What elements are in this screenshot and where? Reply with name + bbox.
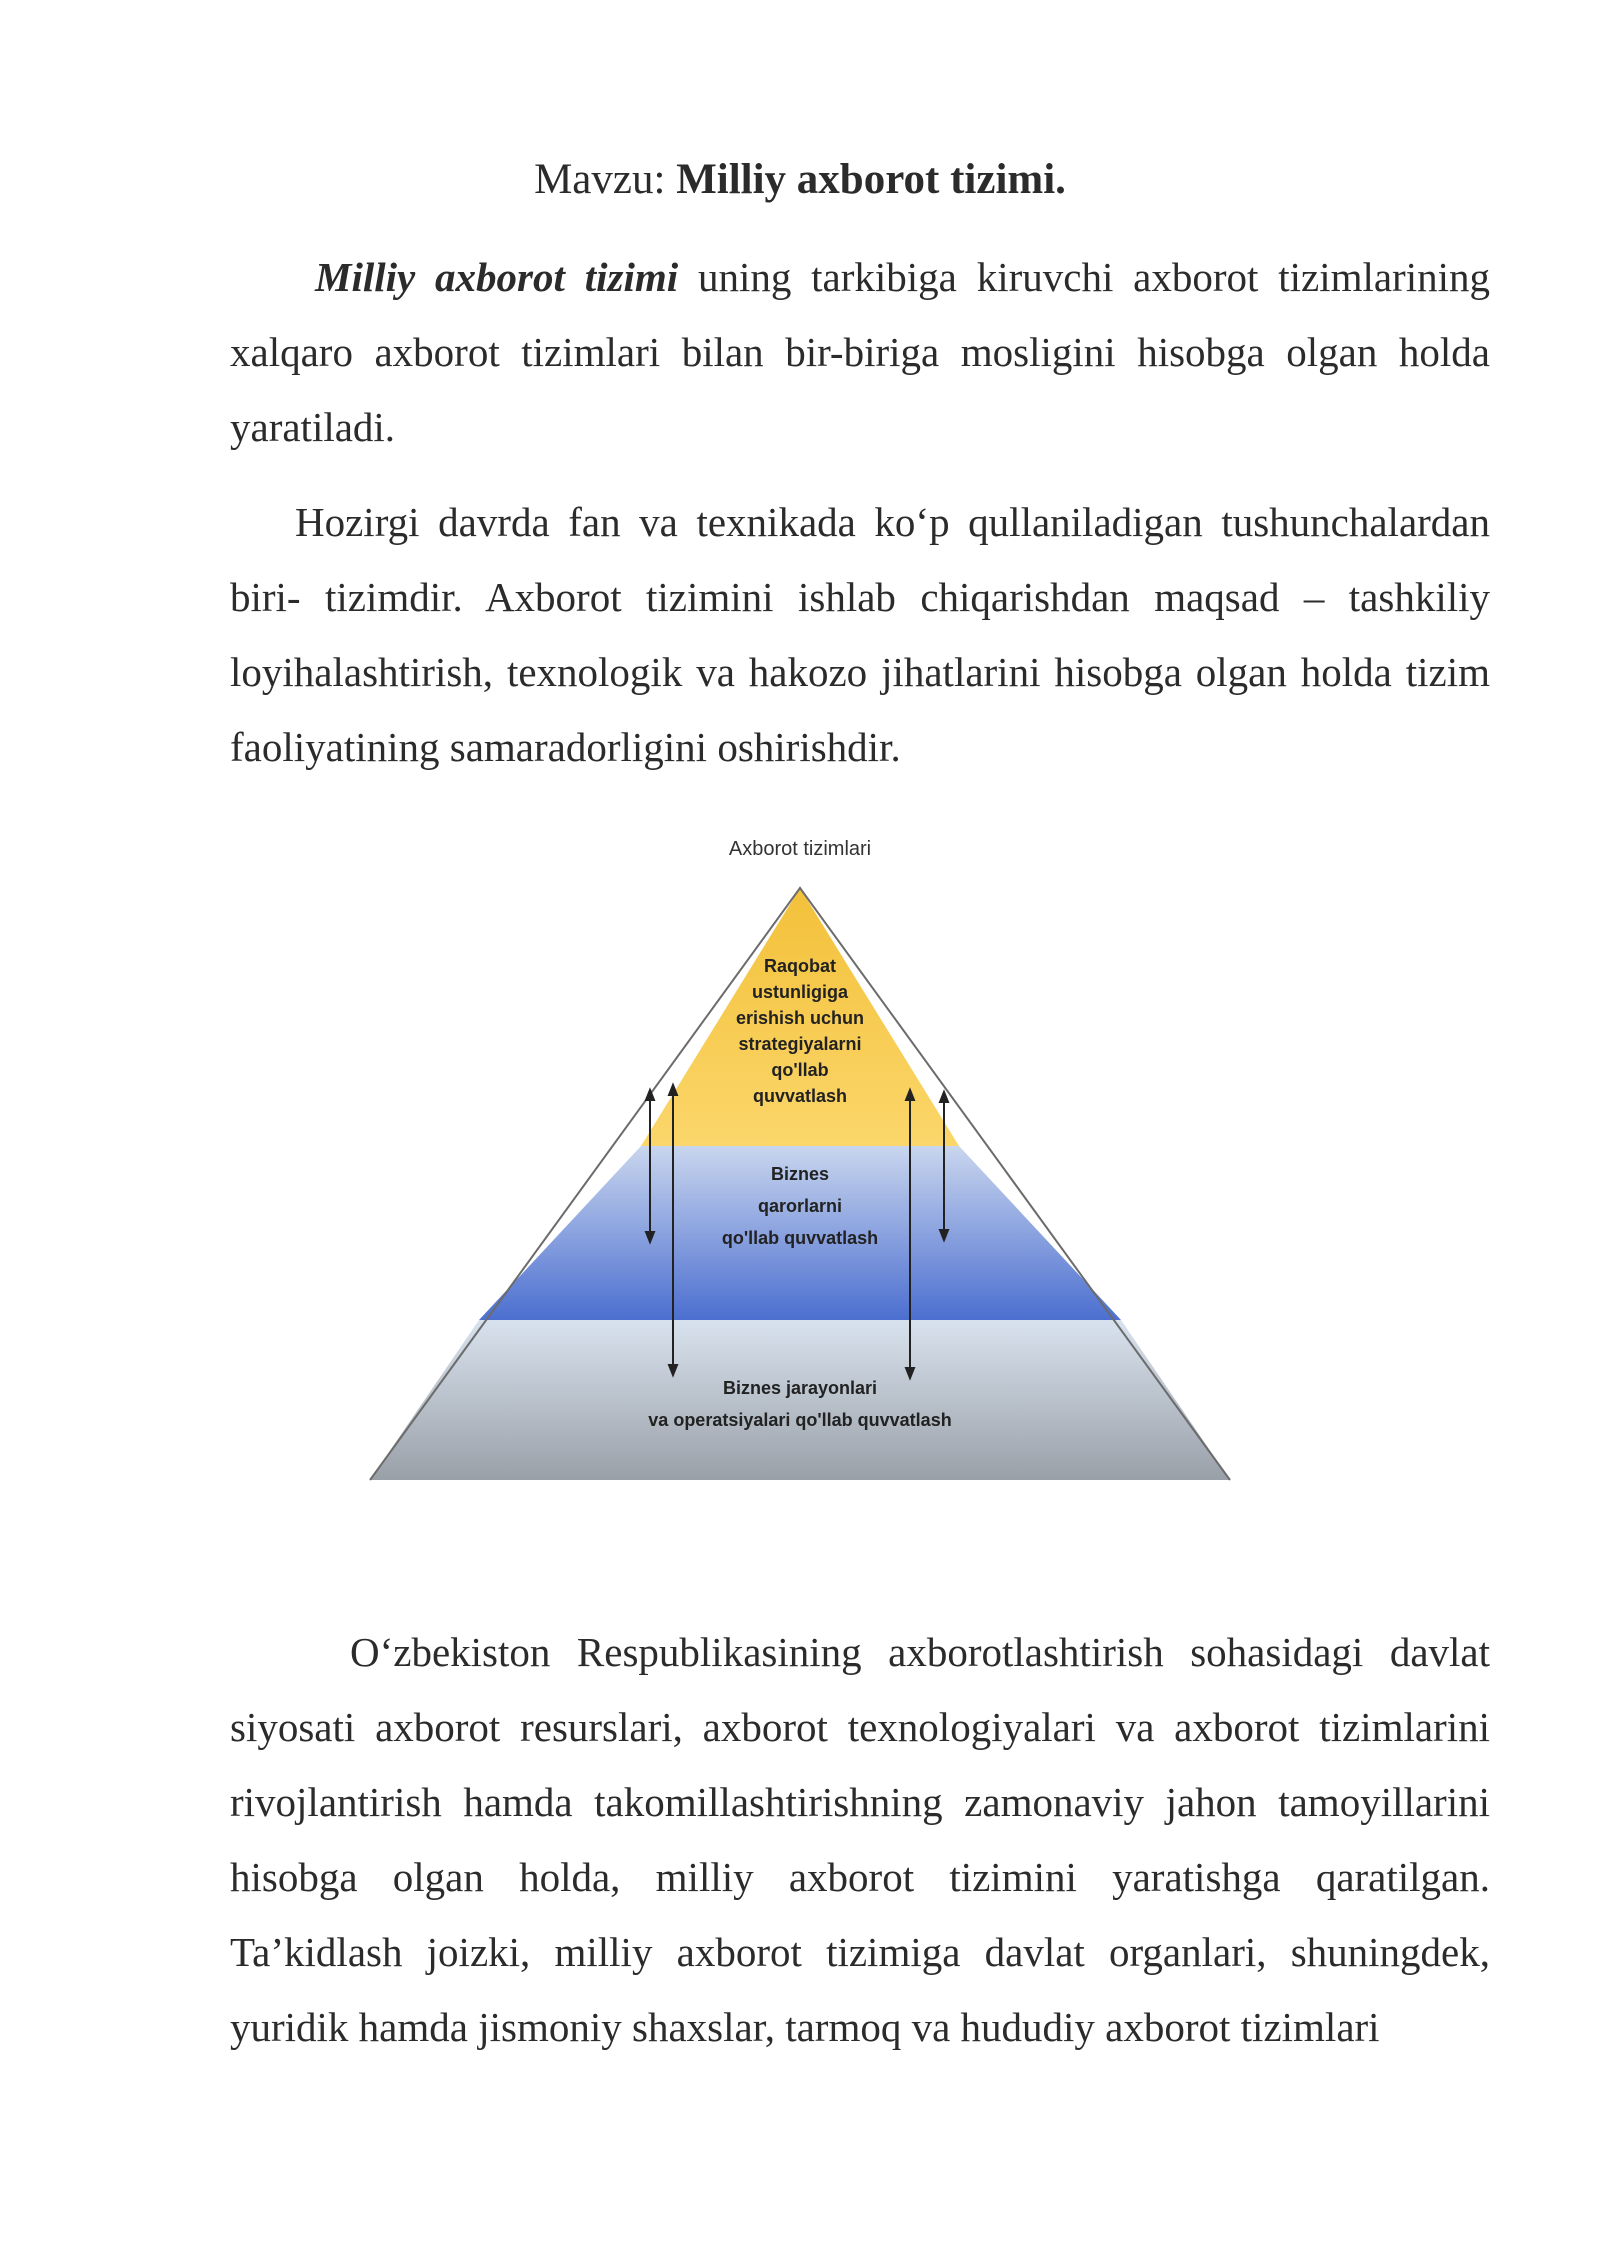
top-line-2: ustunligiga (752, 982, 848, 1002)
pyramid-diagram (340, 820, 1260, 1500)
middle-line-1: Biznes (770, 1164, 830, 1184)
top-line-6: quvvatlash (752, 1086, 848, 1106)
pyramid-figure (340, 820, 1260, 1500)
page-title (0, 150, 1600, 210)
middle-line-3: qo'llab quvvatlash (721, 1228, 879, 1248)
arrow-head-up-icon (669, 1085, 677, 1095)
title-topic: Milliy axborot tizimi. (676, 156, 1066, 203)
pyramid-bottom-layer (370, 1320, 1230, 1480)
bottom-line-2: va operatsiyalari qo'llab quvvatlash (648, 1410, 952, 1430)
paragraph-2: Hozirgi davrda fan va texnikada koʻp qullaniladigan tushunchalardan biri- tizimdir. Axborot tizimini ishlab chiqarishdan maqsad – tashkiliy loyihalashtirish, texnologik va hakozo jihatlarini hisobga olgan holda tizim faoliyatining samaradorligini oshirishdir. (230, 499, 1490, 770)
top-line-3: erishish uchun (735, 1008, 865, 1028)
arrow-head-up-icon (940, 1092, 948, 1102)
paragraph-1-text: uning tarkibiga kiruvchi axborot tizimlarining xalqaro axborot tizimlari bilan bir-biriga mosligini hisobga olgan holda yaratiladi. (230, 254, 1490, 450)
top-line-5: qo'llab (771, 1060, 829, 1080)
paragraph-3: Oʻzbekiston Respublikasining axborotlashtirish sohasidagi davlat siyosati axborot resurslari, axborot texnologiyalari va axborot tizimlarini rivojlantirish hamda takomillashtirishning zamonaviy jahon tamoyillarini hisobga olgan holda, milliy axborot tizimini yaratishga qaratilgan. Ta’kidlash joizki, milliy axborot tizimiga davlat organlari, shuningdek, yuridik hamda jismoniy shaxslar, tarmoq va hududiy axborot tizimlari (230, 1629, 1490, 2050)
title-prefix: Mavzu: (534, 156, 666, 203)
pyramid-title: Axborot tizimlari (728, 838, 872, 860)
top-line-4: strategiyalarni (738, 1034, 862, 1054)
middle-line-2: qarorlarni (757, 1196, 843, 1216)
paragraph-1 (230, 240, 1490, 465)
bottom-line-1: Biznes jarayonlari (722, 1378, 878, 1398)
top-line-1: Raqobat (764, 956, 836, 976)
paragraph-1-lead: Milliy axborot tizimi (315, 254, 679, 300)
